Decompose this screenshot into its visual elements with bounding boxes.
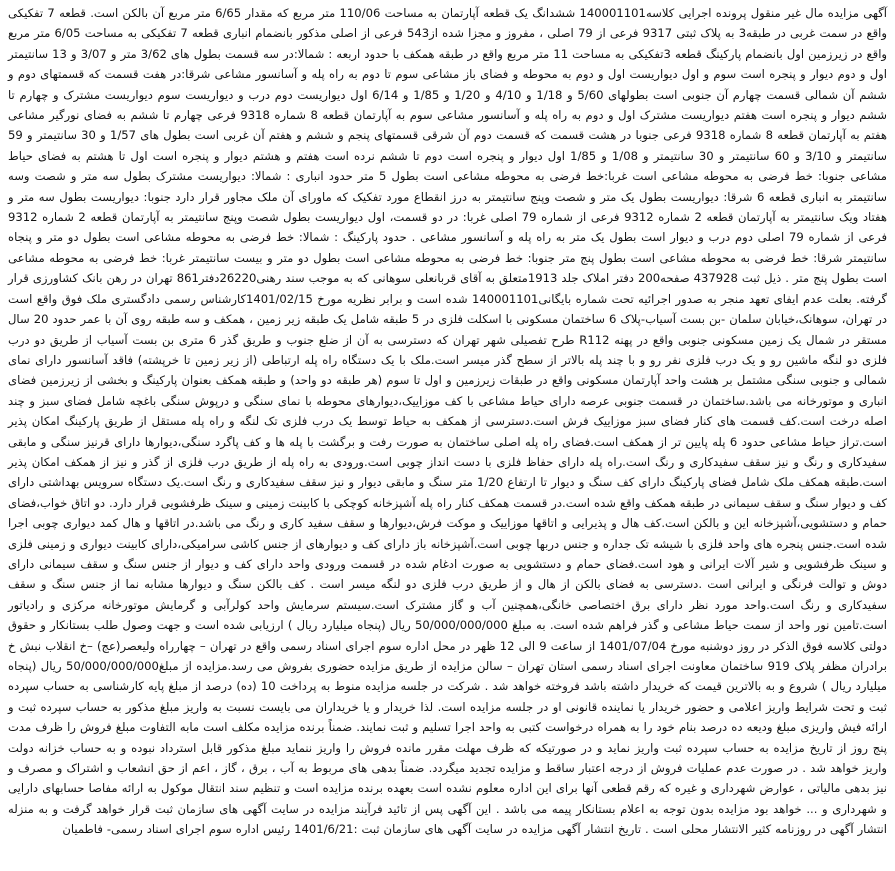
auction-notice-body: آگهی مزایده مال غیر منقول پرونده اجرایی کلاسه140001101 ششدانگ یک قطعه آپارتمان به مساحت 110/06 متر مربع که مقدار 6/65 متر مربع آن بالکن است. قطعه 7 تفکیکی واقع در سمت غربی در طبقه3 به پلاک ثبتی 9317 فرعی از 79 اصلی ، مفروز و مجزا شده از543 فرعی از اصلی مذکور بانضمام انباری قطعه 7 تفکیکی به مساحت 6/05 متر مربع واقع در زیرزمین اول بانضمام پارکینگ قطعه 3تفکیکی به مساحت 11 متر مربع واقع در طبقه همکف با حدود اربعه : شمالا:در سه قسمت بطول های 3/62 متر و 3/07 و 13 سانتیمتر اول و دوم دیوار و پنجره است سوم و اول دیواریست اول و دوم به محوطه و فضای باز مشاعی سوم تا دوم به راه پله و آسانسور مشاعی شرقا:در هفت قسمت که قسمتهای دوم و ششم آن شمالی قسمت چهارم آن جنوبی است بطولهای 5/60 و 1/18 و 4/10 و 1/20 و 1/85 و 6/14 اول دیواریست دوم درب و دیواریست سوم دیواریست مشترک و چهارم تا ششم دیوار و پنجره است هفتم دیواریست مشترک اول و دوم به راه پله و آسانسور مشاعی سوم به آپارتمان قطعه 8 شماره 9318 فرعی چهارم تا ششم به فضای نورگیر مشاعی هفتم به آپارتمان قطعه 8 شماره 9318 فرعی جنوبا در هشت قسمت که قسمت دوم آن شرقی قسمتهای پنجم و ششم و هفتم آن غربی است بطول های 1/57 و 30 سانتیمتر و 59 سانتیمتر و 3/10 و 60 سانتیمتر و 30 سانتیمتر و 1/08 و 1/85 اول دیوار و پنجره است دوم تا ششم نرده است هفتم و هشتم دیوار و پنجره است اول تا هشتم به فضای حیاط مشاعی جنوبا: خط فرضی به محوطه مشاعی است غربا:خط فرضی به محوطه مشاعی است بطول 5 متر حدود انباری : شمالا: دیواریست مشترک بطول سه متر و شصت وسه سانتیمتر به انباری قطعه 6 شرقا: دیواریست بطول یک متر و شصت وپنج سانتیمتر به درز انقطاع مورد تفکیک که ماورای آن ملک مجاور قرار دارد جنوبا: دیواریست بطول سه متر و هفتاد ویک سانتیمتر به آپارتمان قطعه 2 شماره 9312 فرعی از شماره 79 اصلی غربا: در دو قسمت، اول دیواریست بطول شصت وپنج سانتیمتر به آپارتمان قطعه 2 شماره 9312 فرعی از شماره 79 اصلی دوم درب و دیوار است بطول یک متر به راه پله و آسانسور مشاعی . حدود پارکینگ : شمالا: خط فرضی به محوطه مشاعی است بطول دو متر و پنجاه سانتیمتر شرقا: خط فرضی به محوطه مشاعی است بطول پنج متر جنوبا: خط فرضی به محوطه مشاعی است بطول دو متر و بیست سانتیمتر غربا: خط فرضی به محوطه مشاعی است بطول پنج متر . ذیل ثبت 437928 صفحه200 دفتر املاک جلد 1913متعلق به آقای قربانعلی سوهانی که به موجب سند رهنی26220دفتر861 تهران در رهن بانک کشاورزی قرار گرفته. بعلت عدم ایفای تعهد منجر به صدور اجرائیه تحت شماره بایگانی140001101 شده است و برابر نظریه مورخ 1401/02/15کارشناس رسمی دادگستری ملک فوق واقع است در تهران، سوهانک،خیابان سلمان -بن بست آسیاب-پلاک 6 ساختمان مسکونی با اسکلت فلزی در 5 طبقه شامل یک طبقه زیر زمین ، همکف و سه طبقه روی آن با عمر حدود 20 سال مستقر در شمال یک زمین مسکونی جنوبی واقع در پهنه R112 طرح تفصیلی شهر تهران که دسترسی به آن از ضلع جنوب و طریق گذر 6 متری بن بست آسیاب از طریق دو درب فلزی دو لنگه ماشین رو و یک درب فلزی نفر رو و با چند پله بالاتر از سطح گذر میسر است.ملک با یک دستگاه راه پله ارتباطی (از زیر زمین تا خرپشته) فاقد آسانسور دارای نمای شمالی و جنوبی سنگی مشتمل بر هشت واحد آپارتمان مسکونی واقع در طبقات زیرزمین و اول تا سوم (هر طبقه دو واحد) و طبقه همکف بعنوان پارکینگ و بخشی از زیرزمین فضای انباری و موتورخانه می باشد.ساختمان در قسمت جنوبی عرصه دارای حیاط مشاعی با کف موزاییک،دیوارهای محوطه با نمای سنگی و درپوش سنگی باغچه شامل فضای سبز و چند اصله درخت است.کف قسمت های کنار فضای سبز موزاییک فرش است.دسترسی از همکف به حیاط توسط یک درب فلزی تک لنگه و راه پله مستقل از طریق پارکینگ امکان پذیر است.تراز حیاط مشاعی حدود 6 پله پایین تر از همکف است.فضای راه پله اصلی ساختمان به صورت رفت و برگشت با پله ها و کف پاگرد سنگی،دیوارها دارای قرنیز سنگی و مابقی سفیدکاری و رنگ و نیز سقف سفیدکاری و رنگ است.راه پله دارای حفاظ فلزی با دست انداز چوبی است.ورودی به راه پله از طریق درب فلزی از گذر و نیز از همکف امکان پذیر است.طبقه همکف ملک شامل فضای پارکینگ دارای کف سنگ و دیوار تا ارتفاع 1/20 متر سنگ و مابقی دیوار و نیز سقف سفیدکاری و رنگ است.یک دستگاه سرویس بهداشتی دارای کف و دیوار سنگ و سقف سیمانی در طبقه همکف واقع شده است.در قسمت همکف کنار راه پله آشپزخانه کوچکی با کابینت زمینی و سینک ظرفشویی قرار دارد. دو اتاق خواب،فضای حمام و دستشویی،آشپزخانه این و بالکن است.کف هال و پذیرایی و اتاقها موزاییک و موکت فرش،دیوارها و سقف سفید کاری و رنگ می باشد.در اتاقها و هال کمد دیواری چوبی اجرا شده است.جنس پنجره های واحد فلزی با شیشه تک جداره و جنس دربها چوبی است.آشپزخانه باز دارای کف و دیوارهای از جنس کاشی سرامیکی،دارای کابینت دیواری و زمینی فلزی و سینک ظرفشویی و شیر آلات ایرانی و هود است.فضای حمام و دستشویی به صورت ادغام شده در قسمت ورودی واحد دارای کف و دیوار از جنس سنگ و سقف سیمانی دارای دوش و توالت فرنگی و ایرانی است .دسترسی به فضای بالکن از هال و از طریق درب فلزی دو لنگه میسر است . کف بالکن سنگ و دیوارها مشابه نما از جنس سنگ و سقف سفیدکاری و رنگ است.واحد مورد نظر دارای برق اختصاصی خانگی،همچنین آب و گاز مشترک است.سیستم سرمایش واحد کولرآبی و گرمایش موتورخانه مرکزی و رادیاتور است.تامین نور واحد از سمت حیاط مشاعی و گذر فراهم شده است. به مبلغ 50/000/000/000 ریال (پنجاه میلیارد ریال ) ارزیابی شده است و جهت وصول طلب بستانکار و حقوق دولتی کلاسه فوق الذکر در روز دوشنبه مورخ 1401/07/04 از ساعت 9 الی 12 ظهر در محل اداره سوم اجرای اسناد رسمی واقع در تهران – چهارراه ولیعصر(عج) –خ انقلاب نبش خ برادران مظفر پلاک 919 ساختمان معاونت اجرای اسناد رسمی استان تهران – سالن مزایده از طریق مزایده حضوری بفروش می رسد.مزایده از مبلغ50/000/000/000 ریال (پنجاه میلیارد ریال ) شروع و به بالاترین قیمت که خریدار داشته باشد فروخته خواهد شد . شرکت در جلسه مزایده منوط به پرداخت 10 (ده) درصد از مبلغ پایه کارشناسی به حساب سپرده ثبت و تحت شرایط واریز اعلامی و حضور خریدار یا نماینده قانونی او در جلسه مزایده است. لذا خریدار و یا خریداران می بایست نسبت به واریز مبلغ مذکور به حساب سپرده ثبت و ارائه فیش واریزی مبلغ ودیعه ده درصد بنام خود را به همراه درخواست کتبی به واحد اجرا تسلیم و ثبت نمایند. ضمناً برنده مزایده مکلف است مابه التفاوت مبلغ فروش را ظرف مدت پنج روز از تاریخ مزایده به حساب سپرده ثبت واریز نماید و در صورتیکه که ظرف مهلت مقرر مانده فروش را واریز ننماید مبلغ مذکور قابل استرداد نبوده و به حساب خزانه دولت واریز خواهد شد . در صورت عدم عملیات فروش از درجه اعتبار ساقط و مزایده تجدید میگردد. ضمناً بدهی های مربوط به آب ، برق ، گاز ، اعم از حق انشعاب و اشتراک و مصرف و نیز بدهی مالیاتی ، عوارض شهرداری و غیره که رقم قطعی آنها برای این اداره معلوم نشده است بعهده برنده مزایده است و تنظیم سند انتقال موکول به ارائه مفاصا حسابهای دارایی و شهرداری و ... خواهد بود مزایده بدون توجه به اعلام بستانکار پیمه می باشد . این آگهی پس از تائید فرآیند مزایده در سایت آگهی های سازمان ثبت قرار خواهد گرفت و به منزله انتشار آگهی در روزنامه کثیر الانتشار محلی است . تاریخ انتشار آگهی مزایده در سایت آگهی های سازمان ثبت :1401/6/21 رئیس اداره سوم اجرای اسناد رسمی- فاطمیان (8, 6, 888, 837)
